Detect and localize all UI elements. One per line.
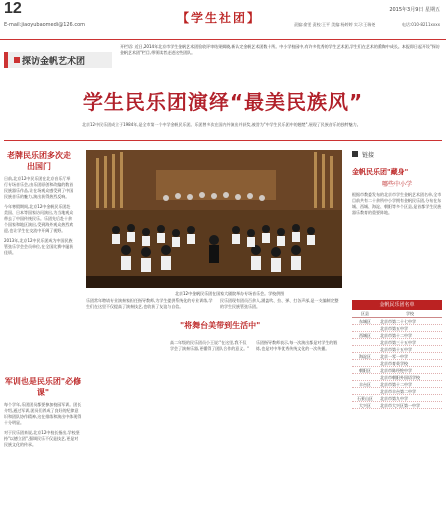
table-cell-district: 西城区 [359,333,371,338]
table-cell-district [352,360,378,366]
left-lower-paragraph-1: 每个学年,乐团团员都要参加校园军训。团长介绍,通过军训,团员们养成了良好的纪律意识和团队协作精神,这在排练和演出中体现得十分明显。 [4,402,82,425]
left-lower-paragraph-2: 对于民乐团来说,北京12中校长指出,学校坚持"以德立团",强调民乐不仅是技艺,更是对民族文化的传承。 [4,430,80,447]
section-title: 【学生社团】 [177,11,262,25]
table-row [352,325,442,332]
table-cell-district [352,388,378,394]
lead-paragraph: 开栏语: 近日,2014年北京市学生金帆艺术团验收评审结果揭晓,新认定金帆艺术团数十所。中小学校园中,有许多优秀的学生艺术团,学生们在艺术的熏陶中成长。本报即日起开设"探访金帆艺术团"栏目,带领读者走进这些团队。 [120,44,440,55]
school-table [352,300,442,409]
middle-column-2 [220,298,340,310]
middle-column-4 [256,340,342,352]
table-cell-district [352,339,378,345]
header-tel: 电话:010-8211xxxx [401,22,440,27]
middle-column-1 [86,298,214,310]
header-editors: 责编:俞雯 责校:王平 美编:杨婷婷 实习:王瑞尧 [294,22,376,27]
table-cell-school: 北京市第九中学 [380,396,408,401]
table-cell-district [352,346,378,352]
middle-paragraph-1: 乐团常年聘请专业演奏家担任指导教师,为学生提供系统化的专业训练,学生们在这里不仅提高了演奏技艺,也收获了友谊与自信。 [86,298,213,309]
deck: 北京12中民乐团成立于1984年,是全市第一个中学金帆民乐团。乐团曾多次在国内外演出并获奖,被誉为"中学生民乐团中的翘楚",展现了民族音乐的独特魅力。 [82,122,361,127]
table-cell-district [352,325,378,331]
middle-paragraph-2: 民乐团现有团员百余人,涵盖吹、拉、弹、打各声部,是一支编制完整的学生民族管弦乐团。 [220,298,339,309]
header-date: 2015年3月9日 星期五 [389,7,440,13]
table-cell-school: 北京市第十二中学 [380,333,412,338]
left-column [4,150,74,256]
sidebar-text: 根据市教委发布的北京市学生金帆艺术团名单,全市目前共有二十余所中小学拥有金帆民乐团,分布在东城、西城、海淀、朝阳等多个区县,是首都学生民族器乐教育的重要阵地。 [352,192,442,215]
table-cell-school: 北京市第十二中学 [380,382,412,387]
table-cell-school: 北京市第十五中学 [380,347,412,352]
header-email: E-mail:jiaoyubaomedi@126.com [4,22,86,28]
left-paragraph-3: 2013年,北京12中民乐团成为中国民族管弦乐学会会员单位,在全国比赛中屡获佳绩。 [4,238,74,255]
middle-column-3 [170,340,250,352]
table-cell-school: 北京市丰台第二中学 [380,389,416,394]
middle-paragraph-3: 高二年级的民乐团员小王说:"在这里,我不仅学会了演奏乐器,更懂得了团队合作的意义。" [170,340,250,351]
column-tag [4,52,112,68]
table-cell-district: 丰台区 [359,382,371,387]
table-row [352,332,442,339]
table-cell-school: 北京市第五中学 [380,326,408,331]
table-cell-school: 北京市第二十七中学 [380,319,416,324]
sidebar-label: 链接 [352,150,442,159]
table-cell-school: 北京市陈经纶中学 [380,368,412,373]
table-cell-school: 北京市育英学校 [380,361,408,366]
table-row [352,402,442,409]
column-tag-label: 探访金帆艺术团 [22,57,86,67]
page-header [0,0,446,40]
square-icon [14,57,20,63]
left-column-lower [4,376,82,448]
left-subhead-2: 军训也是民乐团"必修课" [4,377,82,397]
table-row [352,360,442,367]
middle-paragraph-4: 乐团指导教师表示,每一次演出都是对学生的锻炼,也是对中华优秀传统文化的一次传播。 [256,340,338,351]
orchestra-photo [86,150,342,288]
table-row [352,381,442,388]
table-row [352,318,442,325]
middle-subhead: "将舞台美带到生活中" [180,321,261,330]
column-header-district: 区县 [361,311,369,316]
table-cell-district: 大兴区 [359,403,371,408]
table-row [352,374,442,381]
table-cell-district [352,374,378,380]
table-cell-district: 朝阳区 [359,368,371,373]
table-cell-district: 石景山区 [357,396,373,401]
table-cell-district: 海淀区 [359,354,371,359]
page-number: 12 [4,0,22,17]
sidebar [352,150,442,216]
sidebar-title: 金帆民乐团"藏身" [352,168,409,176]
headline: 学生民乐团演绎“最美民族风” [82,90,364,114]
photo-caption: 北京12中金帆民乐团在国家大剧院举办专场音乐会。学校供图 [175,291,285,296]
table-title: 金帆民乐团名单 [352,300,442,310]
table-header [352,310,442,318]
table-row [352,353,442,360]
left-paragraph-2: 今年寒假期间,北京12中金帆民乐团赴美国、日本等国家访问演出,为当地观众带去了中国传统民乐。乐团先后赴十余个国家和地区演出,受到海外观众热烈欢迎,也让学生在交流中开阔了视野。 [4,204,74,233]
table-cell-school: 北京一零一中学 [380,354,408,359]
left-paragraph-1: 日前,北京12中民乐团在北京音乐厅举行专场音乐会,由乐团原创和改编的数首民族器乐作品,让在场观众感受到了中国民族音乐的魅力,演出获得热烈反响。 [4,176,74,199]
table-row [352,388,442,395]
table-row [352,367,442,374]
divider [4,140,442,141]
table-row [352,346,442,353]
table-body [352,318,442,409]
table-row [352,395,442,402]
left-subhead: 老牌民乐团多次走出国门 [7,151,71,171]
sidebar-subtitle: 哪些中小学 [381,181,412,188]
table-cell-school: 北京市第三十五中学 [380,340,416,345]
table-cell-district: 东城区 [359,319,371,324]
column-header-school: 学校 [406,311,414,316]
table-cell-school: 北京市朝阳外国语学校 [380,375,420,380]
table-row [352,339,442,346]
table-cell-school: 北京市大兴区第一中学 [380,403,420,408]
